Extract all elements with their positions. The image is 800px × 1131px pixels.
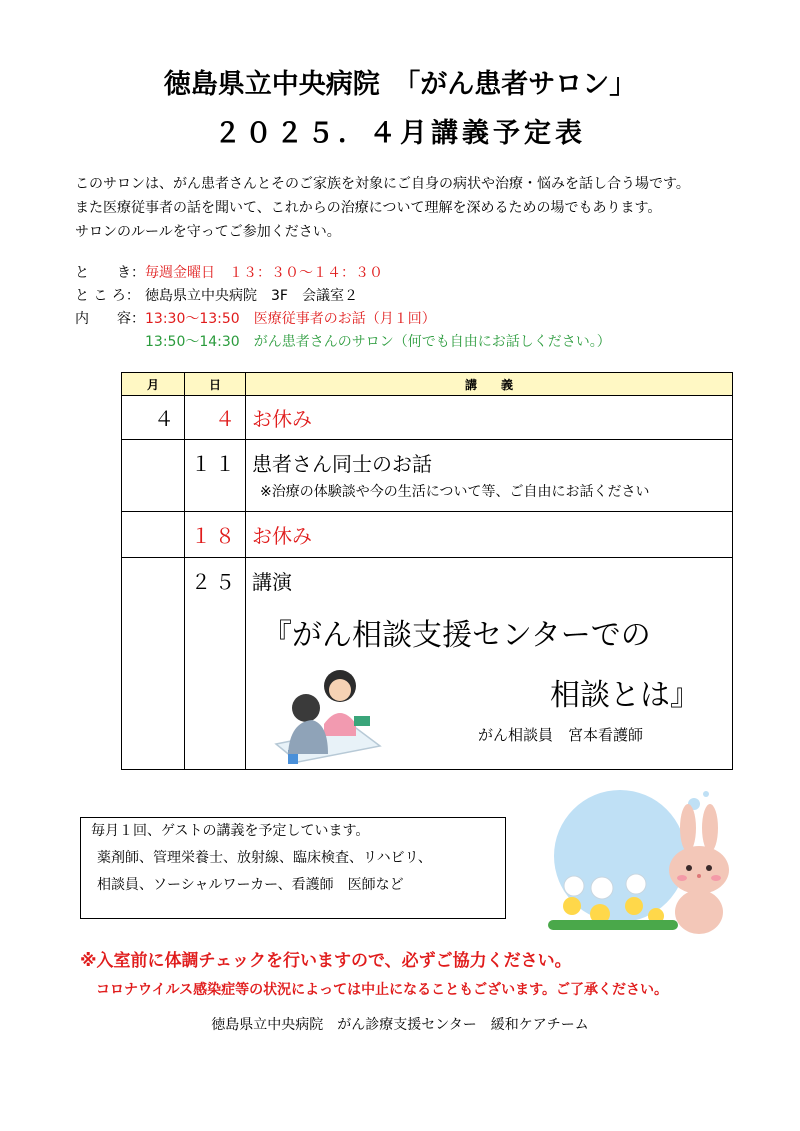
footer-organization: 徳島県立中央病院 がん診療支援センター 緩和ケアチーム — [211, 1017, 589, 1033]
intro-line: また医療従事者の話を聞いて、これからの治療について理解を深めるための場でもあります。 — [75, 200, 662, 216]
where-label: と こ ろ： — [75, 288, 140, 304]
table-row — [122, 558, 733, 770]
lecture-cell: お休み — [246, 512, 733, 558]
table-header-row — [122, 373, 733, 396]
when-label: と き： — [75, 265, 145, 281]
speaker: がん相談員 宮本看護師 — [478, 726, 644, 744]
talk-title-line2: 相談とは』 — [550, 678, 700, 713]
consultation-illustration — [268, 664, 383, 764]
content-label: 内 容： — [75, 311, 145, 327]
table-row — [122, 440, 733, 512]
month-cell: ４ — [122, 396, 185, 440]
month-cell — [122, 440, 185, 512]
intro-text — [75, 172, 690, 244]
day-cell: ２５ — [185, 558, 246, 770]
month-cell — [122, 558, 185, 770]
lecture-title: 講演 — [252, 570, 292, 594]
schedule-table — [121, 372, 733, 770]
table-row — [122, 396, 733, 440]
content1-text: 医療従事者のお話（月１回） — [253, 311, 436, 327]
intro-line: サロンのルールを守ってご参加ください。 — [75, 224, 341, 240]
lecture-cell — [246, 440, 733, 512]
day-cell: １１ — [185, 440, 246, 512]
guest-line: 相談員、ソーシャルワーカー、看護師 医師など — [97, 877, 404, 893]
header-lecture: 講 義 — [246, 373, 733, 396]
lecture-cell: お休み — [246, 396, 733, 440]
page-subtitle: ２０２５．４月講義予定表 — [214, 118, 586, 149]
rabbit-illustration — [548, 788, 748, 938]
warning-health-check: ※入室前に体調チェックを行いますので、必ずご協力ください。 — [80, 951, 572, 971]
content2-text: がん患者さんのサロン（何でも自由にお話しください。） — [253, 334, 611, 350]
when-value: 毎週金曜日 １３：３０～１４：３０ — [145, 265, 383, 281]
header-month: 月 — [122, 373, 185, 396]
page-title: 徳島県立中央病院 「がん患者サロン」 — [163, 69, 637, 100]
content2-time: 13:50～14:30 — [145, 334, 240, 350]
table-row — [122, 512, 733, 558]
guest-line: 薬剤師、管理栄養士、放射線、臨床検査、リハビリ、 — [97, 850, 432, 866]
intro-line: このサロンは、がん患者さんとそのご家族を対象にご自身の病状や治療・悩みを話し合う場です。 — [75, 176, 690, 192]
talk-title-line1: 『がん相談支援センターでの — [262, 618, 651, 653]
month-cell — [122, 512, 185, 558]
header-day: 日 — [185, 373, 246, 396]
guest-line: 毎月１回、ゲストの講義を予定しています。 — [91, 823, 370, 839]
day-cell: １８ — [185, 512, 246, 558]
lecture-title: 患者さん同士のお話 — [252, 452, 432, 476]
content1-time: 13:30～13:50 — [145, 311, 240, 327]
guest-info-box — [80, 817, 506, 919]
warning-cancellation: コロナウイルス感染症等の状況によっては中止になることもございます。ご了承ください。 — [96, 982, 669, 998]
lecture-note: ※治療の体験談や今の生活について等、ご自由にお話ください — [260, 484, 650, 500]
event-info — [75, 262, 611, 354]
day-cell: ４ — [185, 396, 246, 440]
where-value: 徳島県立中央病院 3F 会議室２ — [145, 288, 358, 304]
